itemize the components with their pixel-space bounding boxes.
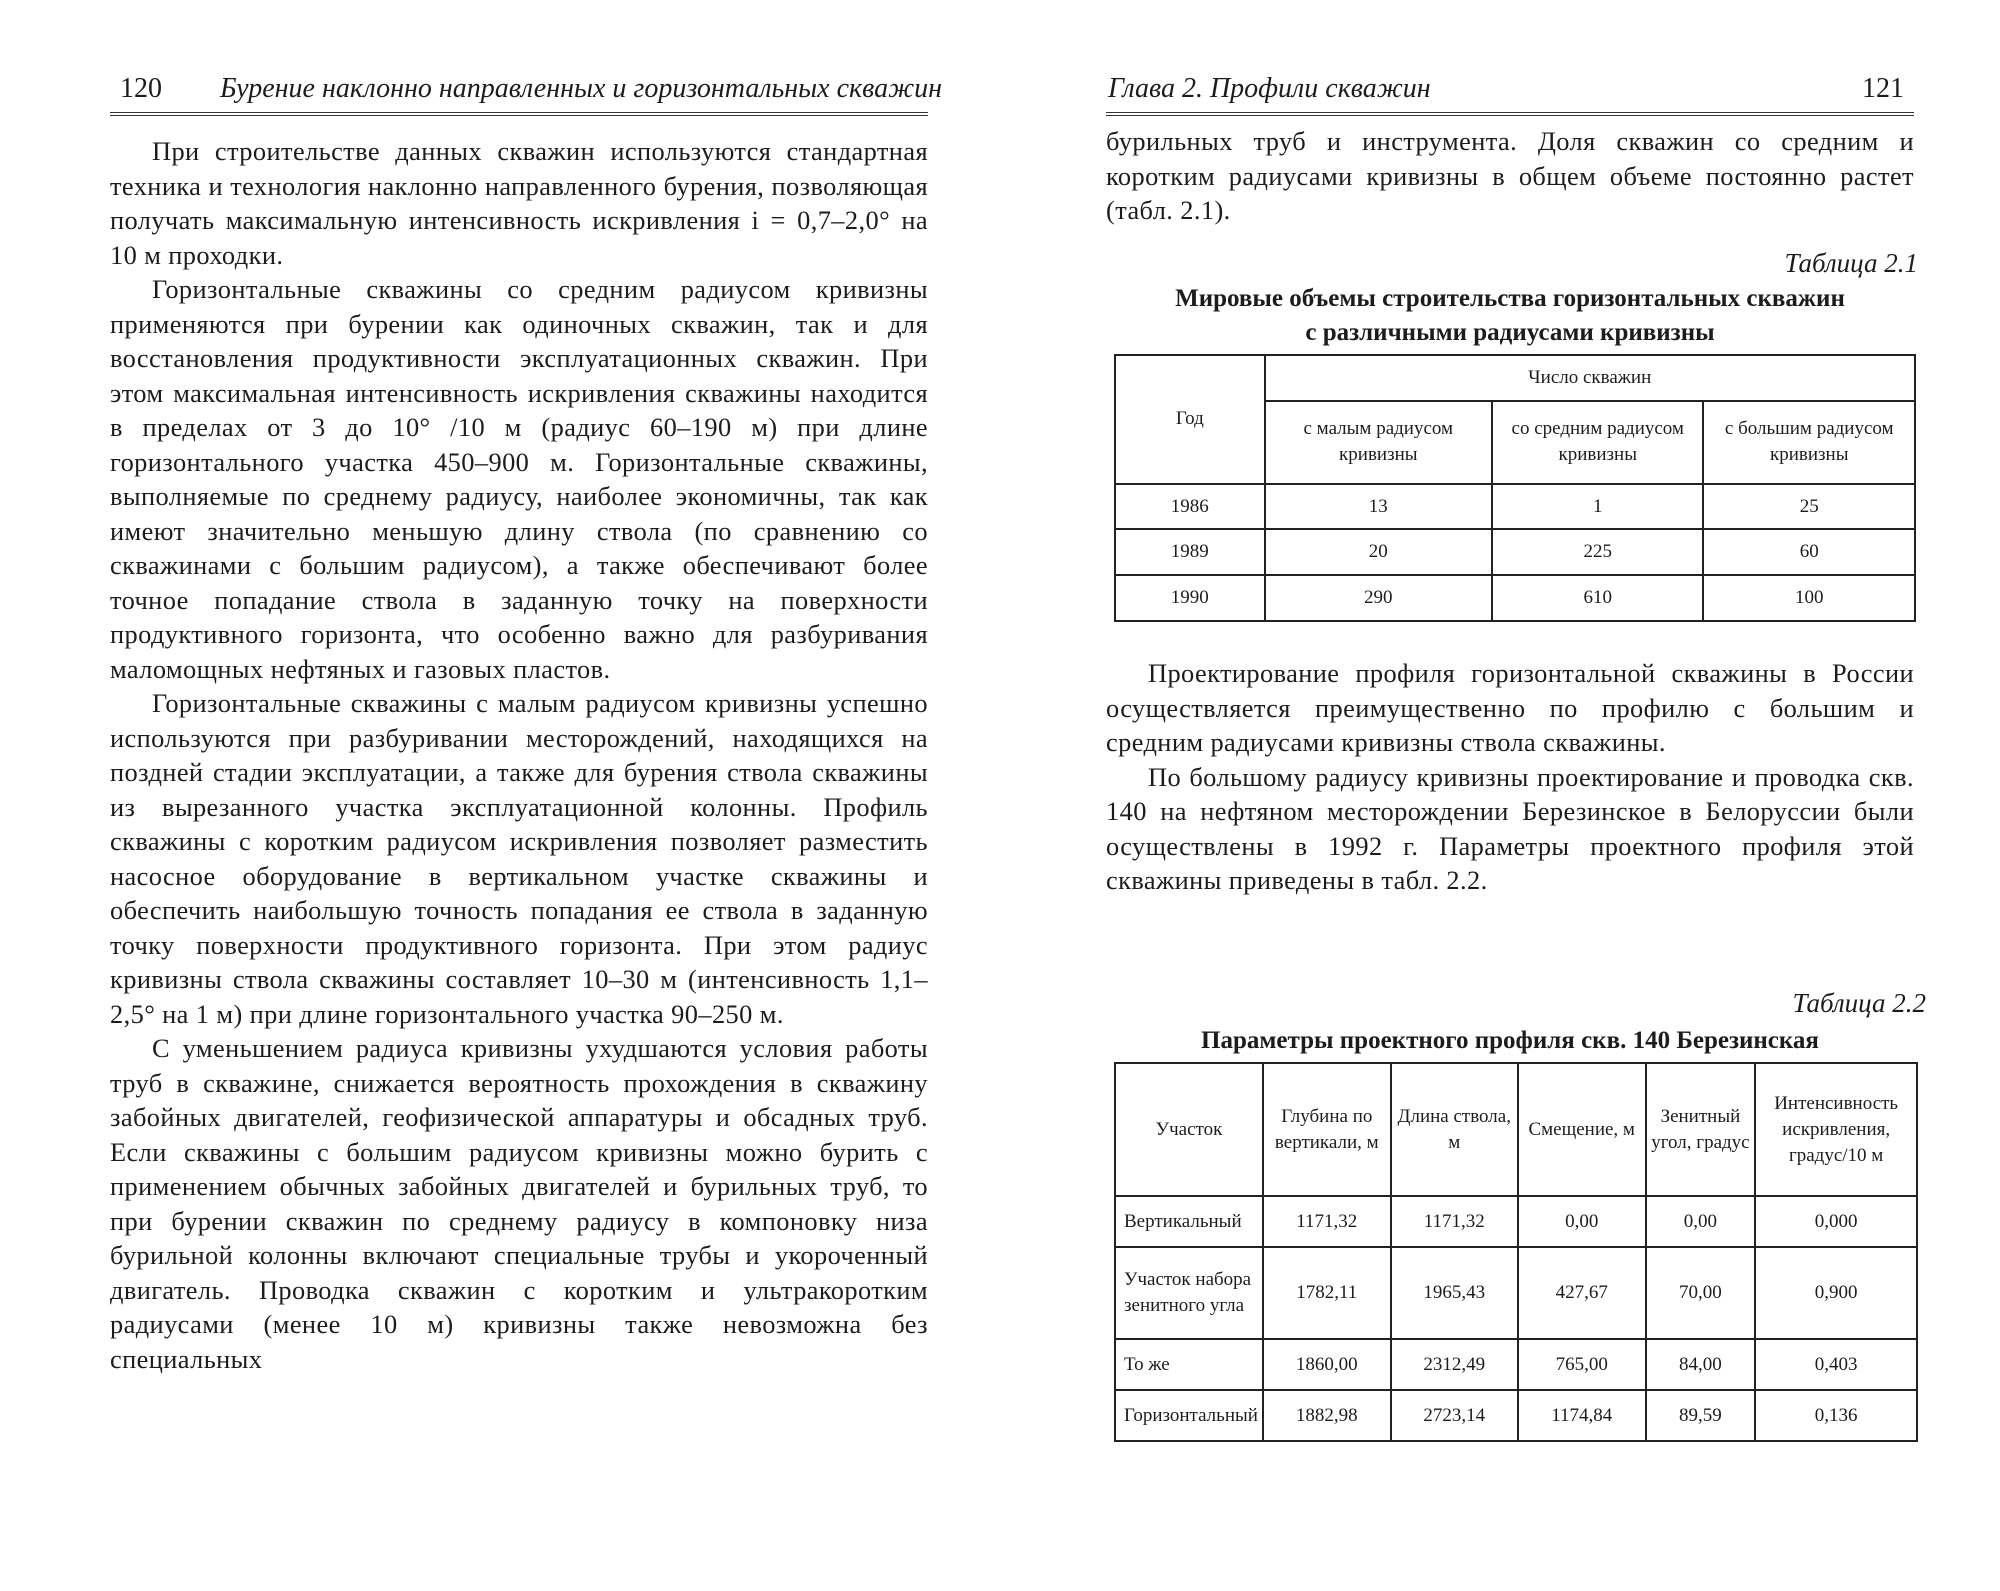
right-page — [1000, 0, 2000, 1591]
table-row — [1115, 1390, 1917, 1441]
table-cell: Участок набора зенитного угла — [1115, 1247, 1263, 1339]
table-cell: 1174,84 — [1518, 1390, 1646, 1441]
table-cell: 89,59 — [1646, 1390, 1756, 1441]
table-row — [1115, 1339, 1917, 1390]
table-header-row — [1115, 1063, 1917, 1196]
body-text-top — [1106, 124, 1914, 228]
table-cell: То же — [1115, 1339, 1263, 1390]
table-title-line: с различными радиусами кривизны — [1305, 319, 1715, 346]
table-cell: 84,00 — [1646, 1339, 1756, 1390]
table-cell: 427,67 — [1518, 1247, 1646, 1339]
header-cell: Зенитный угол, градус — [1646, 1063, 1756, 1196]
table-cell: 1171,32 — [1391, 1196, 1518, 1247]
running-header — [1106, 66, 1914, 116]
table-title — [1106, 282, 1914, 350]
table-cell: 0,136 — [1755, 1390, 1917, 1441]
table-cell: 100 — [1703, 575, 1915, 621]
header-cell: Смещение, м — [1518, 1063, 1646, 1196]
table-cell: Горизонтальный — [1115, 1390, 1263, 1441]
body-text — [110, 134, 928, 1376]
header-cell: с большим радиусом кривизны — [1703, 401, 1915, 484]
table-cell: 225 — [1492, 529, 1703, 575]
table-cell: 20 — [1265, 529, 1492, 575]
table-row — [1115, 484, 1915, 530]
table-cell: 0,900 — [1755, 1247, 1917, 1339]
table-cell: 1965,43 — [1391, 1247, 1518, 1339]
paragraph: Проектирование профиля горизонтальной скважины в России осуществляется преимущественно по профилю с большим и средним радиусами кривизны ствола скважины. — [1106, 658, 1914, 757]
table-cell: 2723,14 — [1391, 1390, 1518, 1441]
header-cell: с малым радиусом кривизны — [1265, 401, 1492, 484]
paragraph: Горизонтальные скважины с малым радиусом кривизны успешно используются при разбуривании месторождений, находящихся на поздней стадии эксплуатации, а также для бурения ствола скважины из вырезанного участка эксплуатационной колонны. Профиль скважины с коротким радиусом искривления позволяет разместить насосное оборудование в вертикальном участке скважины и обеспечить наибольшую точность попадания ее ствола в заданную точку поверхности продуктивного горизонта. При этом радиус кривизны ствола скважины составляет 10–30 м (интенсивность 1,1–2,5° на 1 м) при длине горизонтального участка 90–250 м. — [110, 688, 928, 1029]
paragraph: С уменьшением радиуса кривизны ухудшаются условия работы труб в скважине, снижается вероятность прохождения в скважину забойных двигателей, геофизической аппаратуры и обсадных труб. Если скважины с большим радиусом кривизны можно бурить с применением обычных забойных двигателей и бурильных труб, то при бурении скважин по среднему радиусу в компоновку низа бурильной колонны включают специальные трубы и укороченный двигатель. Проводка скважин с коротким и ультракоротким радиусами (менее 10 м) кривизны также невозможна без специальных — [110, 1033, 928, 1374]
table-row — [1115, 1247, 1917, 1339]
table-cell: 2312,49 — [1391, 1339, 1518, 1390]
table-cell: 1782,11 — [1263, 1247, 1391, 1339]
table-cell: 0,00 — [1518, 1196, 1646, 1247]
page-number: 120 — [120, 73, 162, 104]
paragraph: бурильных труб и инструмента. Доля скважин со средним и коротким радиусами кривизны в общем объеме постоянно растет (табл. 2.1). — [1106, 126, 1914, 225]
table-cell: 765,00 — [1518, 1339, 1646, 1390]
table-cell: 13 — [1265, 484, 1492, 530]
table-cell: 1882,98 — [1263, 1390, 1391, 1441]
table-row — [1115, 529, 1915, 575]
page-number: 121 — [1862, 73, 1904, 104]
paragraph: По большому радиусу кривизны проектирование и проводка скв. 140 на нефтяном месторождении Березинское в Белоруссии были осуществлены в 1992 г. Параметры проектного профиля этой скважины приведены в табл. 2.2. — [1106, 761, 1914, 895]
running-header — [110, 66, 942, 116]
table-cell: 1860,00 — [1263, 1339, 1391, 1390]
paragraph: Горизонтальные скважины со средним радиусом кривизны применяются при бурении как одиночных скважин, так и для восстановления продуктивности эксплуатационных скважин. При этом максимальная интенсивность искривления скважины находится в пределах от 3 до 10° /10 м (радиус 60–190 м) при длине горизонтального участка 450–900 м. Горизонтальные скважины, выполняемые по среднему радиусу, наиболее экономичны, так как имеют значительно меньшую длину ствола (по сравнению со скважинами с большим радиусом), а также обеспечивают более точное попадание ствола в заданную точку на поверхности продуктивного горизонта, что особенно важно для разбуривания маломощных нефтяных и газовых пластов. — [110, 274, 928, 684]
header-cell: Интенсивность искривления, градус/10 м — [1755, 1063, 1917, 1196]
table-label: Таблица 2.2 — [1792, 988, 1926, 1018]
table-cell: 0,403 — [1755, 1339, 1917, 1390]
header-cell: Глубина по вертикали, м — [1263, 1063, 1391, 1196]
header-cell: Год — [1115, 355, 1265, 484]
table-2-1 — [1114, 354, 1916, 622]
table-cell: Вертикальный — [1115, 1196, 1263, 1247]
table-cell: 0,00 — [1646, 1196, 1756, 1247]
table-cell: 610 — [1492, 575, 1703, 621]
header-cell: Участок — [1115, 1063, 1263, 1196]
body-text-middle — [1106, 656, 1914, 898]
header-cell: Длина ствола, м — [1391, 1063, 1518, 1196]
table-cell: 60 — [1703, 529, 1915, 575]
table-cell: 1986 — [1115, 484, 1265, 530]
paragraph: При строительстве данных скважин используются стандартная техника и технология наклонно направленного бурения, позволяющая получать максимальную интенсивность искривления i = 0,7–2,0° на 10 м проходки. — [110, 136, 928, 270]
table-title-line: Мировые объемы строительства горизонтальных скважин — [1175, 285, 1845, 312]
table-row — [1115, 1196, 1917, 1247]
table-2-2 — [1114, 1062, 1918, 1442]
table-cell: 70,00 — [1646, 1247, 1756, 1339]
table-cell: 290 — [1265, 575, 1492, 621]
table-cell: 1 — [1492, 484, 1703, 530]
header-cell: со средним радиусом кривизны — [1492, 401, 1703, 484]
table-row — [1115, 575, 1915, 621]
table-cell: 1171,32 — [1263, 1196, 1391, 1247]
table-header-row — [1115, 355, 1915, 401]
table-cell: 1989 — [1115, 529, 1265, 575]
table-cell: 25 — [1703, 484, 1915, 530]
table-title: Параметры проектного профиля скв. 140 Березинская — [1201, 1027, 1819, 1054]
running-title: Бурение наклонно направленных и горизонтальных скважин — [220, 73, 942, 104]
header-cell: Число скважин — [1265, 355, 1915, 401]
table-label: Таблица 2.1 — [1784, 248, 1918, 278]
table-cell: 0,000 — [1755, 1196, 1917, 1247]
table-cell: 1990 — [1115, 575, 1265, 621]
running-title: Глава 2. Профили скважин — [1108, 73, 1431, 104]
